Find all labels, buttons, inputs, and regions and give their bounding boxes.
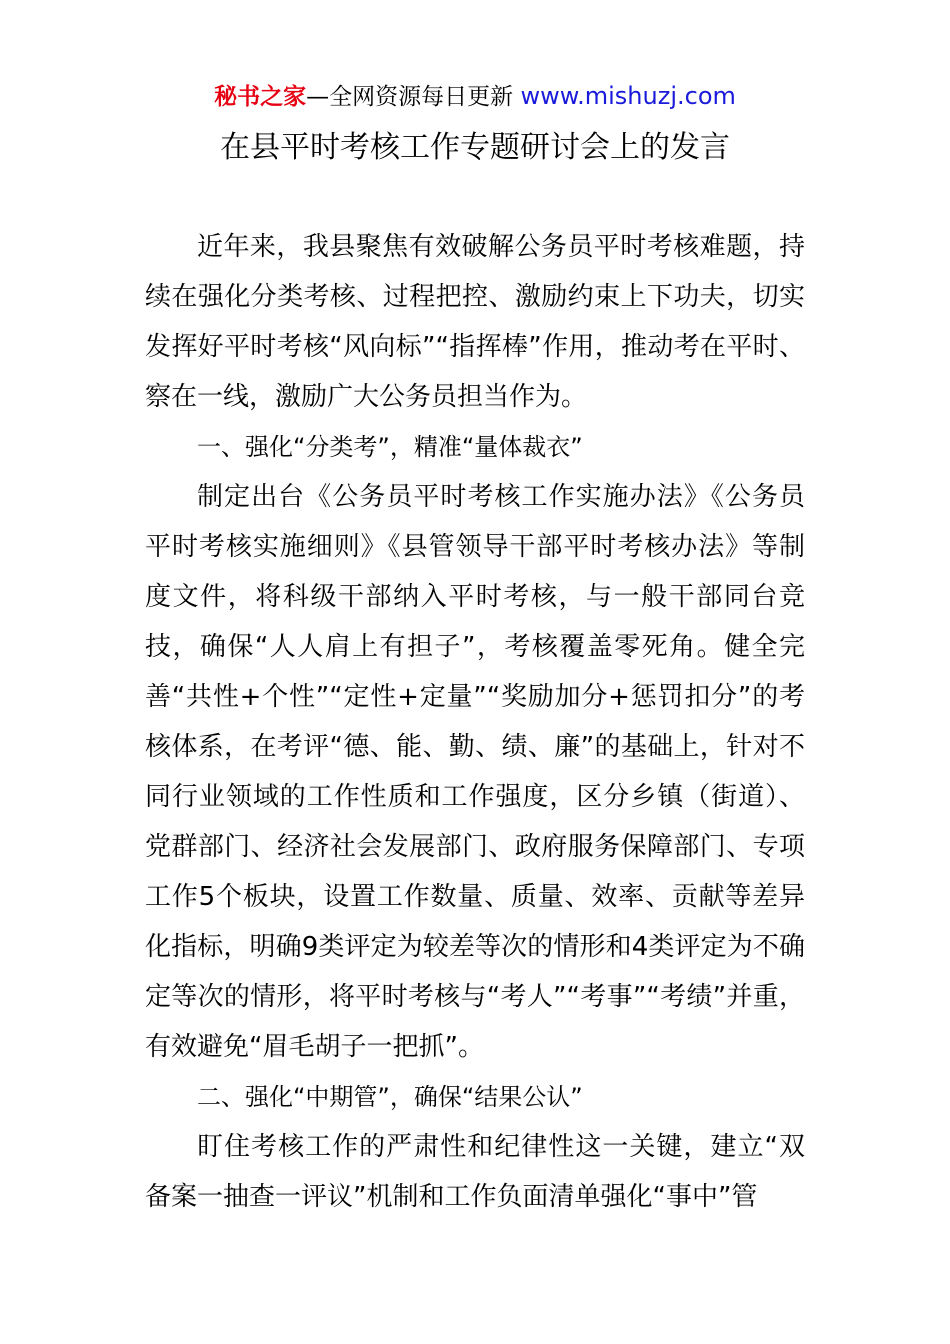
site-url-link[interactable]: www.mishuzj.com bbox=[520, 82, 736, 110]
site-header bbox=[0, 80, 950, 113]
paragraph-intro: 近年来，我县聚焦有效破解公务员平时考核难题，持续在强化分类考核、过程把控、激励约束上下功夫，切实发挥好平时考核“风向标”“指挥棒”作用，推动考在平时、察在一线，激励广大公务员担当作为。 bbox=[145, 232, 805, 412]
document-title: 在县平时考核工作专题研讨会上的发言 bbox=[220, 130, 730, 165]
section-heading-1: 一、强化“分类考”，精准“量体裁衣” bbox=[197, 433, 583, 461]
paragraph-section-1: 制定出台《公务员平时考核工作实施办法》《公务员平时考核实施细则》《县管领导干部平时考核办法》等制度文件，将科级干部纳入平时考核，与一般干部同台竞技，确保“人人肩上有担子”，考核覆盖零死角。健全完善“共性+个性”“定性+定量”“奖励加分+惩罚扣分”的考核体系，在考评“德、能、勤、绩、廉”的基础上，针对不同行业领域的工作性质和工作强度，区分乡镇（街道）、党群部门、经济社会发展部门、政府服务保障部门、专项工作5个板块，设置工作数量、质量、效率、贡献等差异化指标，明确9类评定为较差等次的情形和4类评定为不确定等次的情形，将平时考核与“考人”“考事”“考绩”并重，有效避免“眉毛胡子一把抓”。 bbox=[145, 482, 805, 1062]
paragraph-section-2: 盯住考核工作的严肃性和纪律性这一关键，建立“双备案一抽查一评议”机制和工作负面清单强化“事中”管 bbox=[145, 1132, 805, 1212]
section-heading-2: 二、强化“中期管”，确保“结果公认” bbox=[197, 1083, 583, 1111]
site-tagline: —全网资源每日更新 bbox=[306, 84, 521, 110]
document-body bbox=[145, 222, 805, 1222]
brand-name: 秘书之家 bbox=[214, 84, 307, 110]
